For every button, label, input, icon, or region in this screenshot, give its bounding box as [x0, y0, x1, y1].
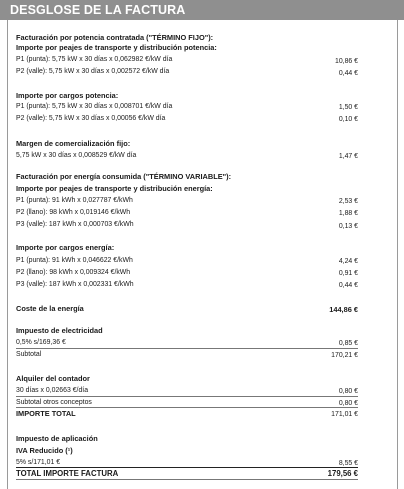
alquiler-contador-amount: 0,80 € [338, 388, 358, 395]
margen-line: 5,75 kW x 30 días x 0,008529 €/kW día [16, 152, 137, 159]
alquiler-contador-line: 30 días x 0,02663 €/día [16, 387, 89, 394]
variable-peaje-amount: 1,88 € [338, 210, 358, 217]
margen-amount: 1,47 € [338, 153, 358, 160]
impuesto-electricidad-amount: 0,85 € [338, 340, 358, 347]
fijo-cargo-amount: 1,50 € [338, 104, 358, 111]
fijo-cargos-title: Importe por cargos potencia: [16, 91, 119, 100]
fijo-peaje-amount: 10,86 € [335, 58, 358, 65]
iva-title: IVA Reducido (¹) [16, 446, 73, 455]
impuesto-electricidad-title: Impuesto de electricidad [16, 326, 103, 335]
margen-title: Margen de comercialización fijo: [16, 139, 131, 148]
subtotal-otros-label: Subtotal otros conceptos [16, 399, 92, 406]
variable-cargo-amount: 0,91 € [338, 270, 358, 277]
invoice-title: DESGLOSE DE LA FACTURA [10, 3, 186, 17]
variable-peaje-line: P2 (llano): 98 kWh x 0,019146 €/kWh [16, 209, 131, 216]
subtotal-otros-amount: 0,80 € [338, 400, 358, 407]
total-factura-label: TOTAL IMPORTE FACTURA [16, 469, 119, 478]
divider [16, 348, 358, 349]
variable-peaje-line: P3 (valle): 187 kWh x 0,000703 €/kWh [16, 221, 134, 228]
fijo-peaje-line: P2 (valle): 5,75 kW x 30 días x 0,002572 €/kW día [16, 68, 170, 75]
iva-line: 5% s/171,01 € [16, 459, 61, 466]
variable-cargo-line: P3 (valle): 187 kWh x 0,002331 €/kWh [16, 281, 134, 288]
fijo-peaje-line: P1 (punta): 5,75 kW x 30 días x 0,062982 €/kW día [16, 56, 173, 63]
total-factura-amount: 179,56 € [327, 469, 358, 478]
fijo-cargo-line: P1 (punta): 5,75 kW x 30 días x 0,008701 €/kW día [16, 103, 173, 110]
iva-amount: 8,55 € [338, 460, 358, 467]
variable-peaje-amount: 2,53 € [338, 198, 358, 205]
variable-cargo-amount: 0,44 € [338, 282, 358, 289]
fijo-peajes-title: Importe por peajes de transporte y distribución potencia: [16, 43, 217, 52]
importe-total-label: IMPORTE TOTAL [16, 409, 76, 418]
subtotal-label: Subtotal [16, 351, 42, 358]
variable-peaje-amount: 0,13 € [338, 223, 358, 230]
fijo-cargo-amount: 0,10 € [338, 116, 358, 123]
divider [16, 396, 358, 397]
coste-energia-label: Coste de la energía [16, 304, 84, 313]
fijo-peaje-amount: 0,44 € [338, 70, 358, 77]
impuesto-electricidad-line: 0,5% s/169,36 € [16, 339, 66, 346]
divider [16, 407, 358, 408]
variable-cargos-title: Importe por cargos energía: [16, 243, 115, 252]
subtotal-amount: 170,21 € [331, 352, 358, 359]
importe-total-amount: 171,01 € [331, 411, 358, 418]
impuesto-aplicacion-title: Impuesto de aplicación [16, 434, 98, 443]
variable-cargo-line: P1 (punta): 91 kWh x 0,046622 €/kWh [16, 257, 133, 264]
coste-energia-amount: 144,86 € [329, 305, 358, 314]
fijo-cargo-line: P2 (valle): 5,75 kW x 30 días x 0,00056 €/kW día [16, 115, 166, 122]
variable-peaje-line: P1 (punta): 91 kWh x 0,027787 €/kWh [16, 197, 133, 204]
variable-cargo-line: P2 (llano): 98 kWh x 0,009324 €/kWh [16, 269, 131, 276]
variable-title: Facturación por energía consumida ("TÉRMINO VARIABLE"): [16, 172, 232, 181]
invoice-header [0, 0, 404, 20]
variable-peajes-title: Importe por peajes de transporte y distribución energía: [16, 184, 213, 193]
divider [16, 479, 358, 480]
alquiler-contador-title: Alquiler del contador [16, 374, 90, 383]
divider [16, 467, 358, 468]
variable-cargo-amount: 4,24 € [338, 258, 358, 265]
fijo-title: Facturación por potencia contratada ("TÉRMINO FIJO"): [16, 33, 214, 42]
